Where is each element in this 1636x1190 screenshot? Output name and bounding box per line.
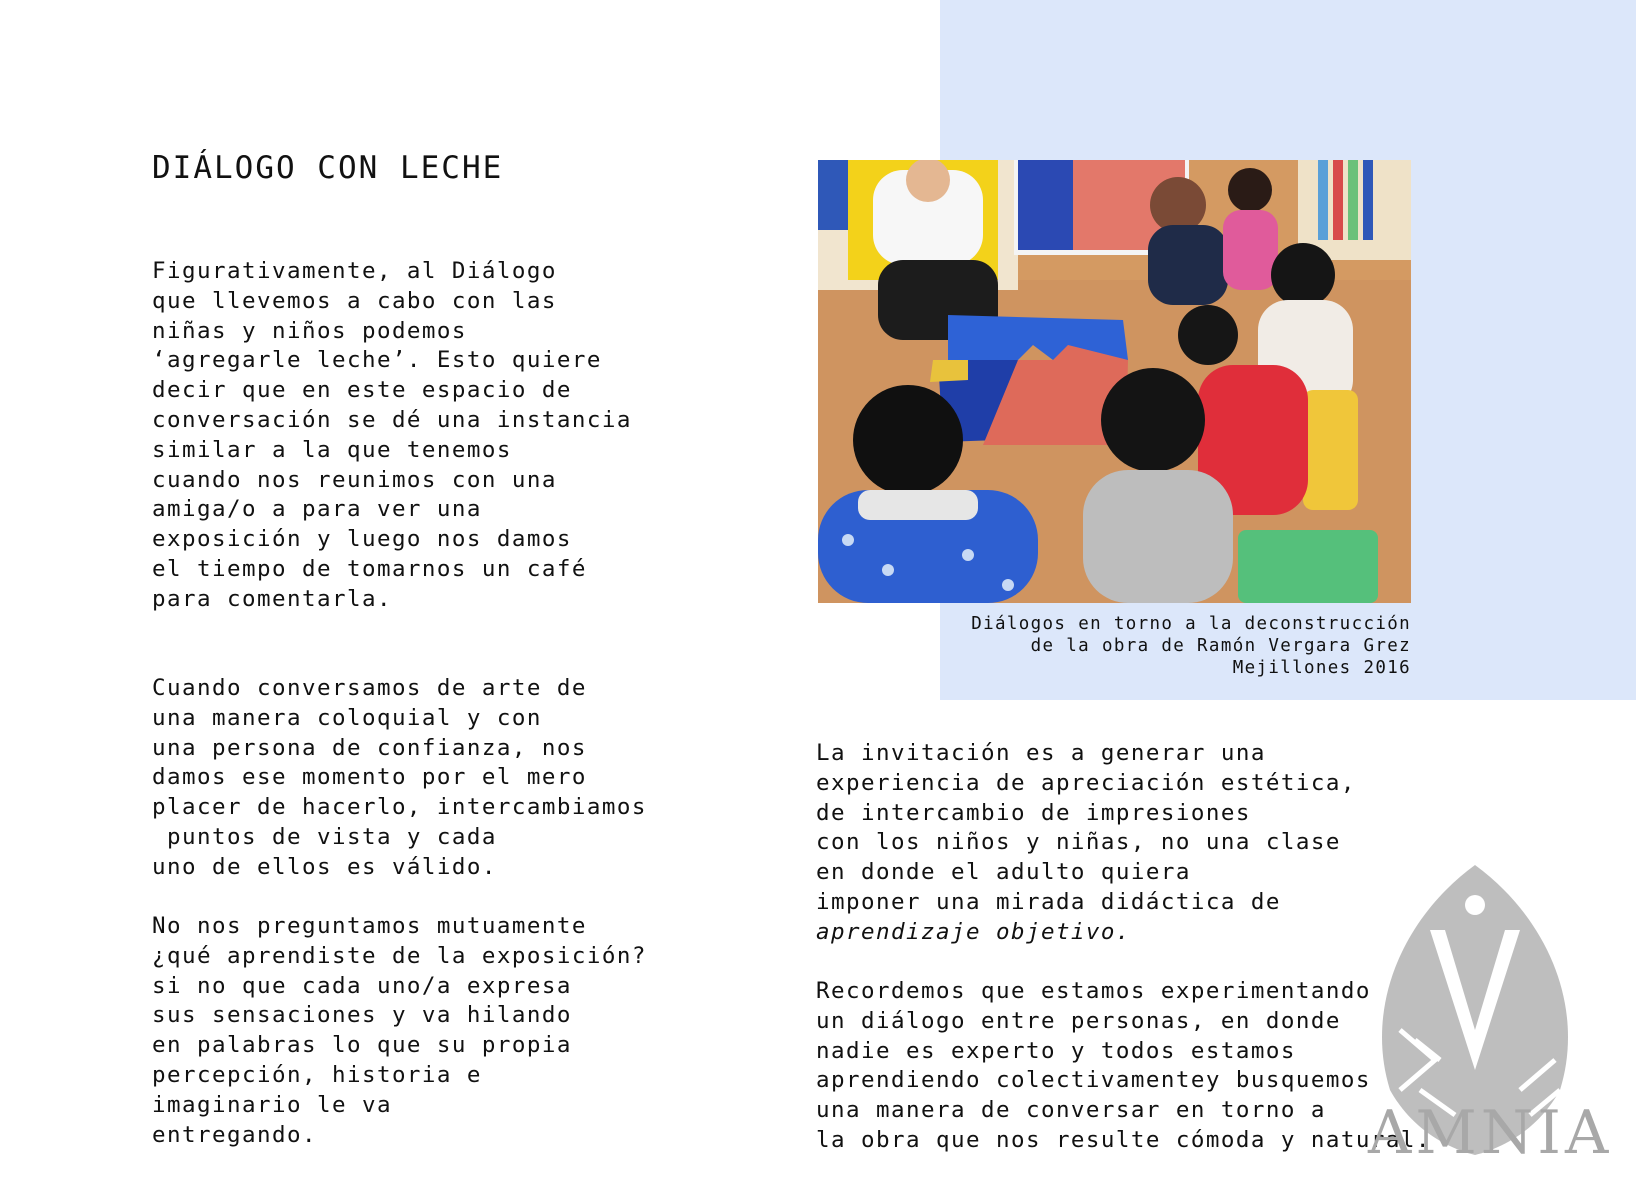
emphasis-text: aprendizaje objetivo. — [816, 918, 1131, 945]
caption-line: Mejillones 2016 — [1232, 658, 1411, 678]
logo-text: AMNIA — [1368, 1098, 1613, 1168]
page-title: DIÁLOGO CON LECHE — [152, 150, 504, 186]
right-paragraph-2: Recordemos que estamos experimentando un diálogo entre personas, en donde nadie es experto y todos estamos aprendiendo colectivamentey busquemos una manera de conversar en torno a la obra que nos resulte cómoda y natural. — [816, 978, 1431, 1153]
workshop-photo — [818, 160, 1411, 603]
right-paragraph-1 — [816, 739, 1356, 948]
right-paragraph-1-text: La invitación es a generar una experiencia de apreciación estética, de intercambio de impresiones con los niños y niñas, no una clase en donde el adulto quiera imponer una mirada didáctica de — [816, 740, 1356, 915]
caption-line: de la obra de Ramón Vergara Grez — [1030, 636, 1411, 656]
caption-line: Diálogos en torno a la deconstrucción — [971, 614, 1411, 634]
left-paragraph-1: Figurativamente, al Diálogo que llevemos a cabo con las niñas y niños podemos ‘agregarle leche’. Esto quiere decir que en este espacio de conversación se dé una instancia similar a la que tenemos cuando nos reunimos con una amiga/o a para ver una exposición y luego nos damos el tiempo de tomarnos un café para comentarla. — [152, 258, 632, 612]
left-paragraph-3: No nos preguntamos mutuamente ¿qué aprendiste de la exposición? si no que cada uno/a expresa sus sensaciones y va hilando en palabras lo que su propia percepción, historia e imaginario le va entregando. — [152, 913, 647, 1148]
photo-caption — [900, 613, 1411, 679]
left-paragraph-2: Cuando conversamos de arte de una manera coloquial y con una persona de confianza, nos damos ese momento por el mero placer de hacerlo, intercambiamos puntos de vista y cada uno de ellos es válido. — [152, 675, 647, 880]
